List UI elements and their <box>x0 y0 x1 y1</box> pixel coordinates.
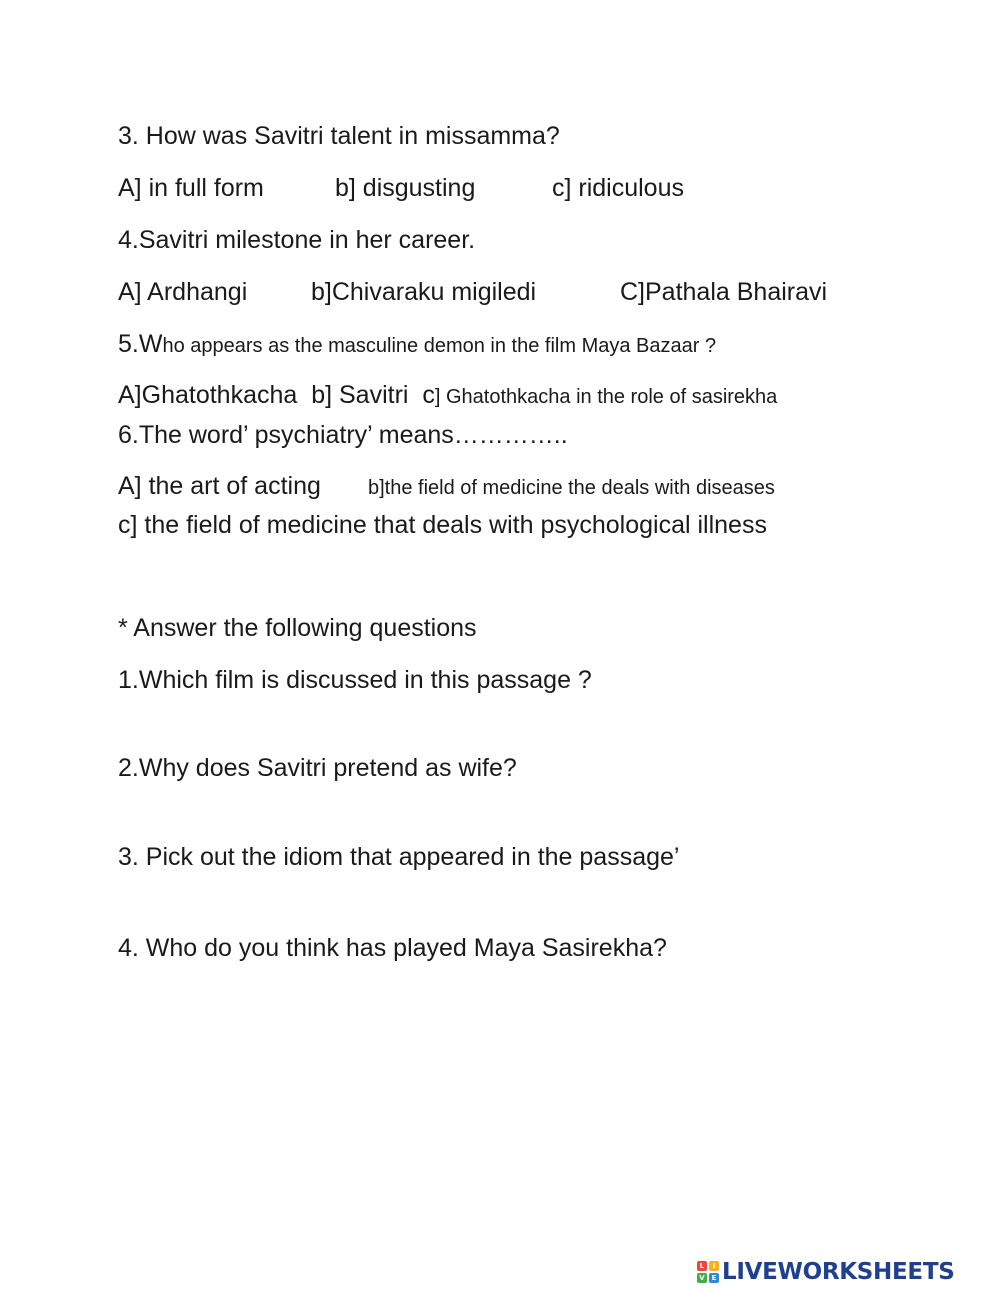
question-4-options <box>118 280 827 305</box>
logo-tile-i: I <box>709 1261 719 1271</box>
question-5-option-b: b] Savitri <box>311 381 409 409</box>
answer-question-1: 1.Which film is discussed in this passage ? <box>118 666 592 694</box>
question-6-option-b: b]the field of medicine the deals with diseases <box>368 477 775 499</box>
question-5-option-c-lead: c <box>422 381 435 409</box>
question-4-option-a: A] Ardhangi <box>118 278 248 306</box>
question-5 <box>118 332 716 357</box>
question-6-option-c: c] the field of medicine that deals with psychological illness <box>118 511 767 539</box>
question-3: 3. How was Savitri talent in missamma? <box>118 122 560 150</box>
question-5-text: ho appears as the masculine demon in the film Maya Bazaar ? <box>162 335 717 357</box>
question-5-option-a: A]Ghatothkacha <box>118 381 298 409</box>
logo-tile-l: L <box>697 1261 707 1271</box>
answer-question-2: 2.Why does Savitri pretend as wife? <box>118 754 517 782</box>
answer-question-3: 3. Pick out the idiom that appeared in the passage’ <box>118 843 680 871</box>
question-6-options-row-1 <box>118 474 775 499</box>
question-4: 4.Savitri milestone in her career. <box>118 226 476 254</box>
logo-tiles-icon <box>697 1261 719 1283</box>
question-3-option-a: A] in full form <box>118 174 264 202</box>
question-4-option-b: b]Chivaraku migiledi <box>311 278 537 306</box>
question-6: 6.The word’ psychiatry’ means………….. <box>118 421 568 449</box>
question-3-option-c: c] ridiculous <box>552 174 684 202</box>
question-6-option-a: A] the art of acting <box>118 472 321 500</box>
question-5-option-c: ] Ghatothkacha in the role of sasirekha <box>434 386 778 408</box>
question-4-option-c: C]Pathala Bhairavi <box>620 278 828 306</box>
section-heading: * Answer the following questions <box>118 614 477 642</box>
liveworksheets-logo <box>697 1258 954 1286</box>
question-3-options <box>118 176 684 201</box>
logo-tile-v: V <box>697 1273 707 1283</box>
answer-question-4: 4. Who do you think has played Maya Sasirekha? <box>118 934 667 962</box>
question-5-options <box>118 383 777 408</box>
question-5-lead: 5.W <box>118 330 163 358</box>
logo-text: LIVEWORKSHEETS <box>722 1259 955 1285</box>
logo-tile-e: E <box>709 1273 719 1283</box>
question-3-option-b: b] disgusting <box>335 174 476 202</box>
